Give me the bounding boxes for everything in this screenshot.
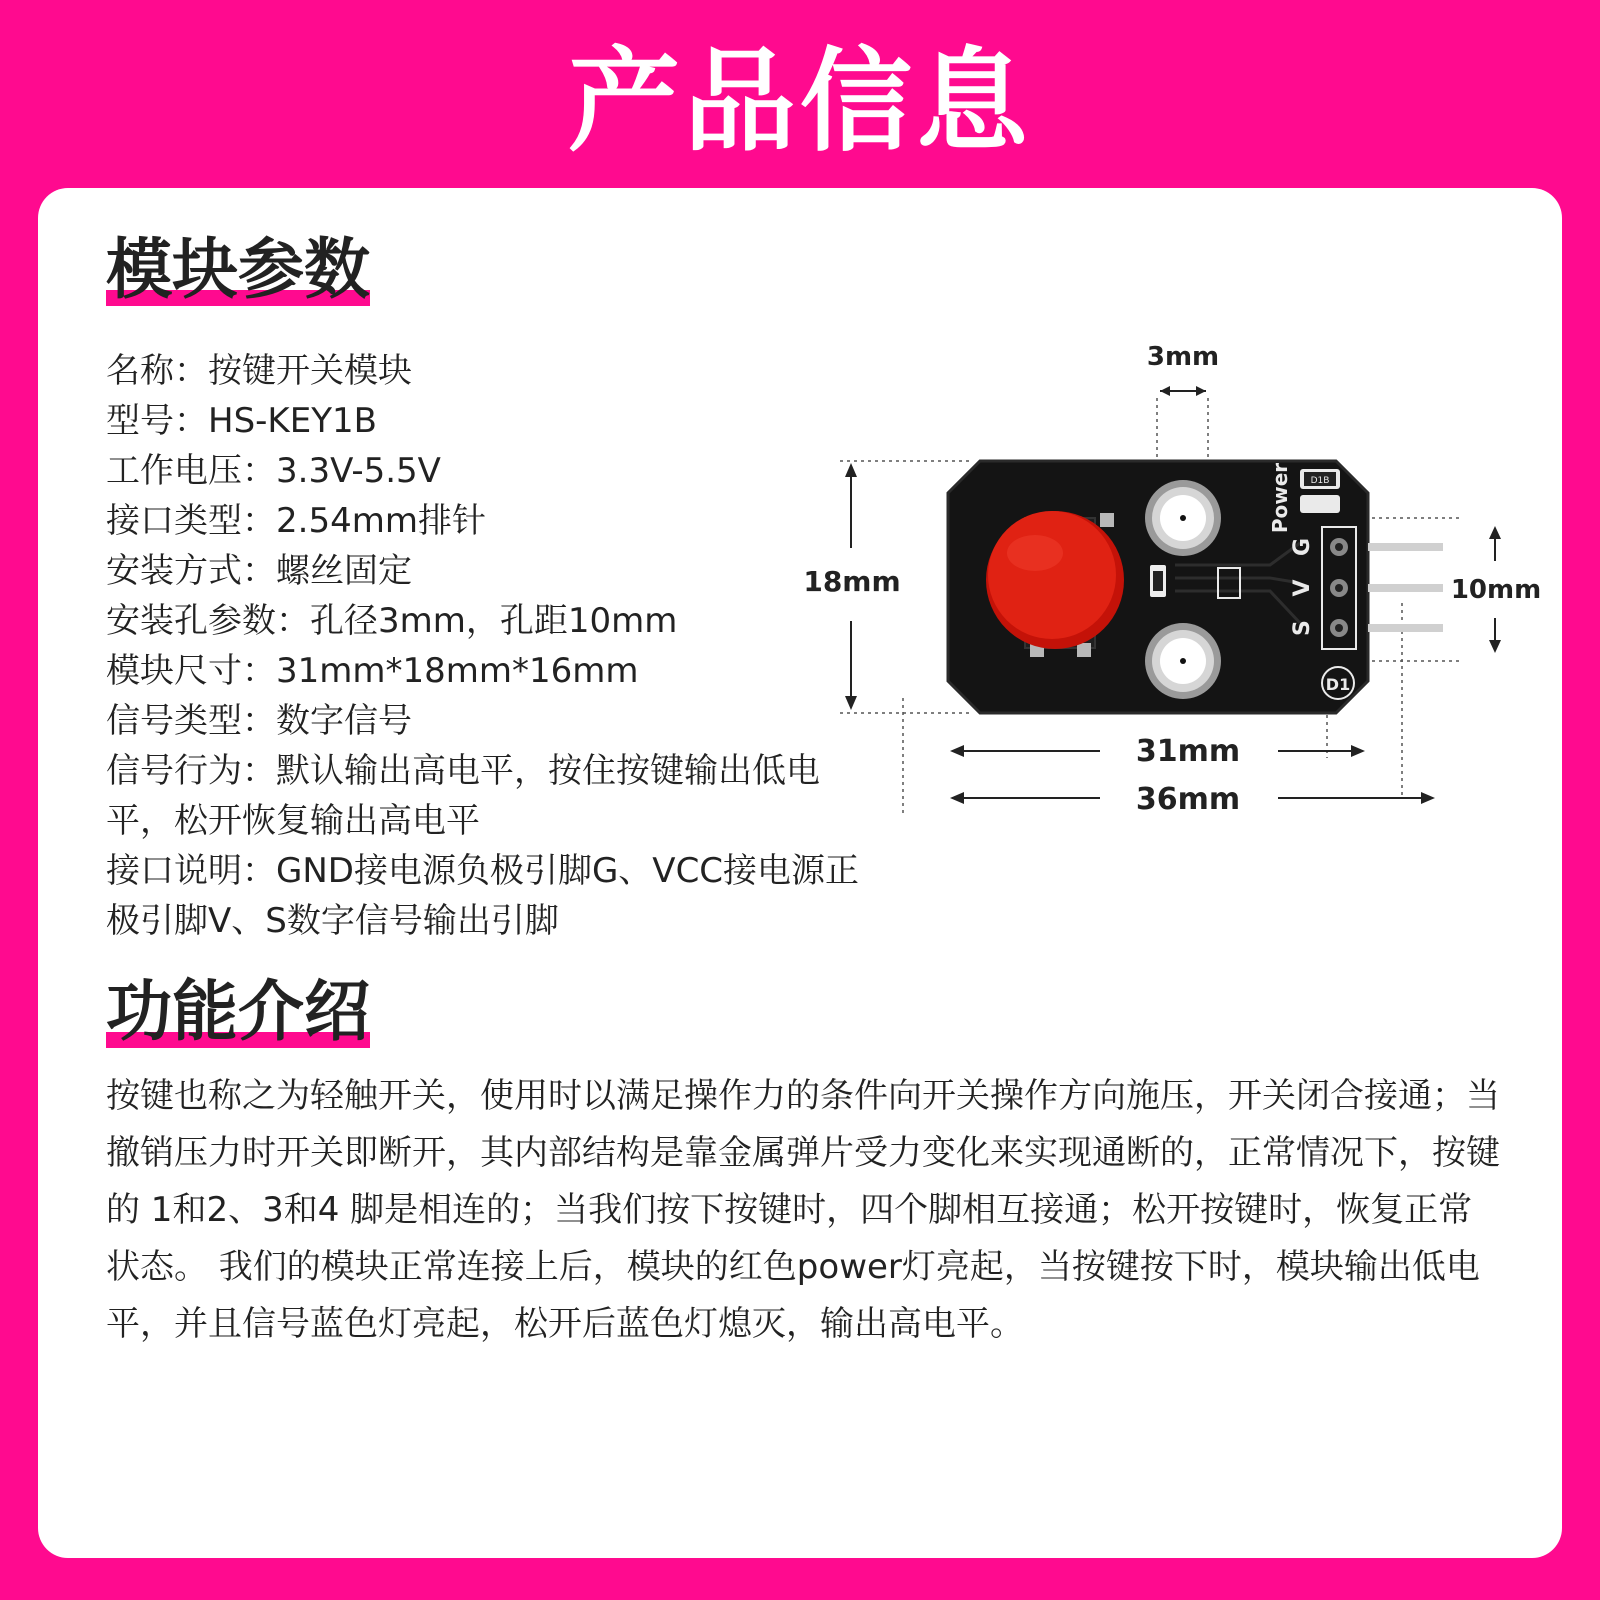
intro-heading xyxy=(106,970,370,1054)
spec-item-voltage: 工作电压：3.3V-5.5V xyxy=(106,451,441,491)
pin-s-label: S xyxy=(1290,620,1315,636)
spec-list xyxy=(106,346,886,946)
spec-item-size: 模块尺寸：31mm*18mm*16mm xyxy=(106,651,639,691)
hole-diameter-label: 3mm xyxy=(1146,342,1220,372)
intro-heading-text: 功能介绍 xyxy=(106,973,370,1050)
spec-item-name: 名称：按键开关模块 xyxy=(106,351,412,391)
pin-v-label: V xyxy=(1290,579,1315,597)
spec-item-mounting: 安装方式：螺丝固定 xyxy=(106,551,412,591)
chip-label: D1B xyxy=(1310,476,1330,486)
pin-g-label: G xyxy=(1290,537,1315,557)
hole-spacing-dimension xyxy=(1451,526,1541,653)
led-label: D1 xyxy=(1325,675,1351,694)
intro-paragraph: 按键也称之为轻触开关，使用时以满足操作力的条件向开关操作方向施压，开关闭合接通；当撤销压力时开关即断开，其内部结构是靠金属弹片受力变化来实现通断的，正常情况下，按键的 1和2、3和4 脚是相连的；当我们按下按键时，四个脚相互接通；松开按键时，恢复正常状态。 我们的模块正常连接上后，模块的红色power灯亮起，当按键按下时，模块输出低电平，并且信号蓝色灯亮起，松开后蓝色灯熄灭，输出高电平。 xyxy=(106,1076,1500,1344)
pcb-board xyxy=(948,461,1368,713)
hole-spacing-label: 10mm xyxy=(1450,575,1542,605)
mounting-hole-bottom xyxy=(1145,623,1221,699)
height-label: 18mm xyxy=(803,565,901,598)
specs-heading-text: 模块参数 xyxy=(106,231,370,308)
spec-item-signal-behavior: 信号行为：默认输出高电平，按住按键输出低电平，松开恢复输出高电平 xyxy=(106,751,820,841)
spec-item-interface: 接口类型：2.54mm排针 xyxy=(106,501,486,541)
spec-item-signal-type: 信号类型：数字信号 xyxy=(106,701,412,741)
total-length-label: 36mm xyxy=(1135,782,1241,817)
protruding-pins xyxy=(1368,543,1443,632)
header-pins xyxy=(1330,538,1348,637)
content-card xyxy=(38,188,1562,1558)
board-length-label: 31mm xyxy=(1135,734,1241,769)
spec-item-pinout: 接口说明：GND接电源负极引脚G、VCC接电源正极引脚V、S数字信号输出引脚 xyxy=(106,851,860,941)
page-title: 产品信息 xyxy=(568,37,1032,167)
specs-heading xyxy=(106,228,370,312)
module-dimension-diagram xyxy=(803,342,1550,843)
resistor xyxy=(1150,565,1166,597)
total-length-dimension xyxy=(950,782,1435,817)
spec-item-hole: 安装孔参数：孔径3mm，孔距10mm xyxy=(106,601,678,641)
hole-diameter-dimension xyxy=(1147,342,1219,396)
spec-item-model: 型号：HS-KEY1B xyxy=(106,401,377,441)
power-silkscreen: Power xyxy=(1268,462,1292,534)
mounting-hole-top xyxy=(1145,480,1221,556)
board-length-dimension xyxy=(950,734,1365,769)
